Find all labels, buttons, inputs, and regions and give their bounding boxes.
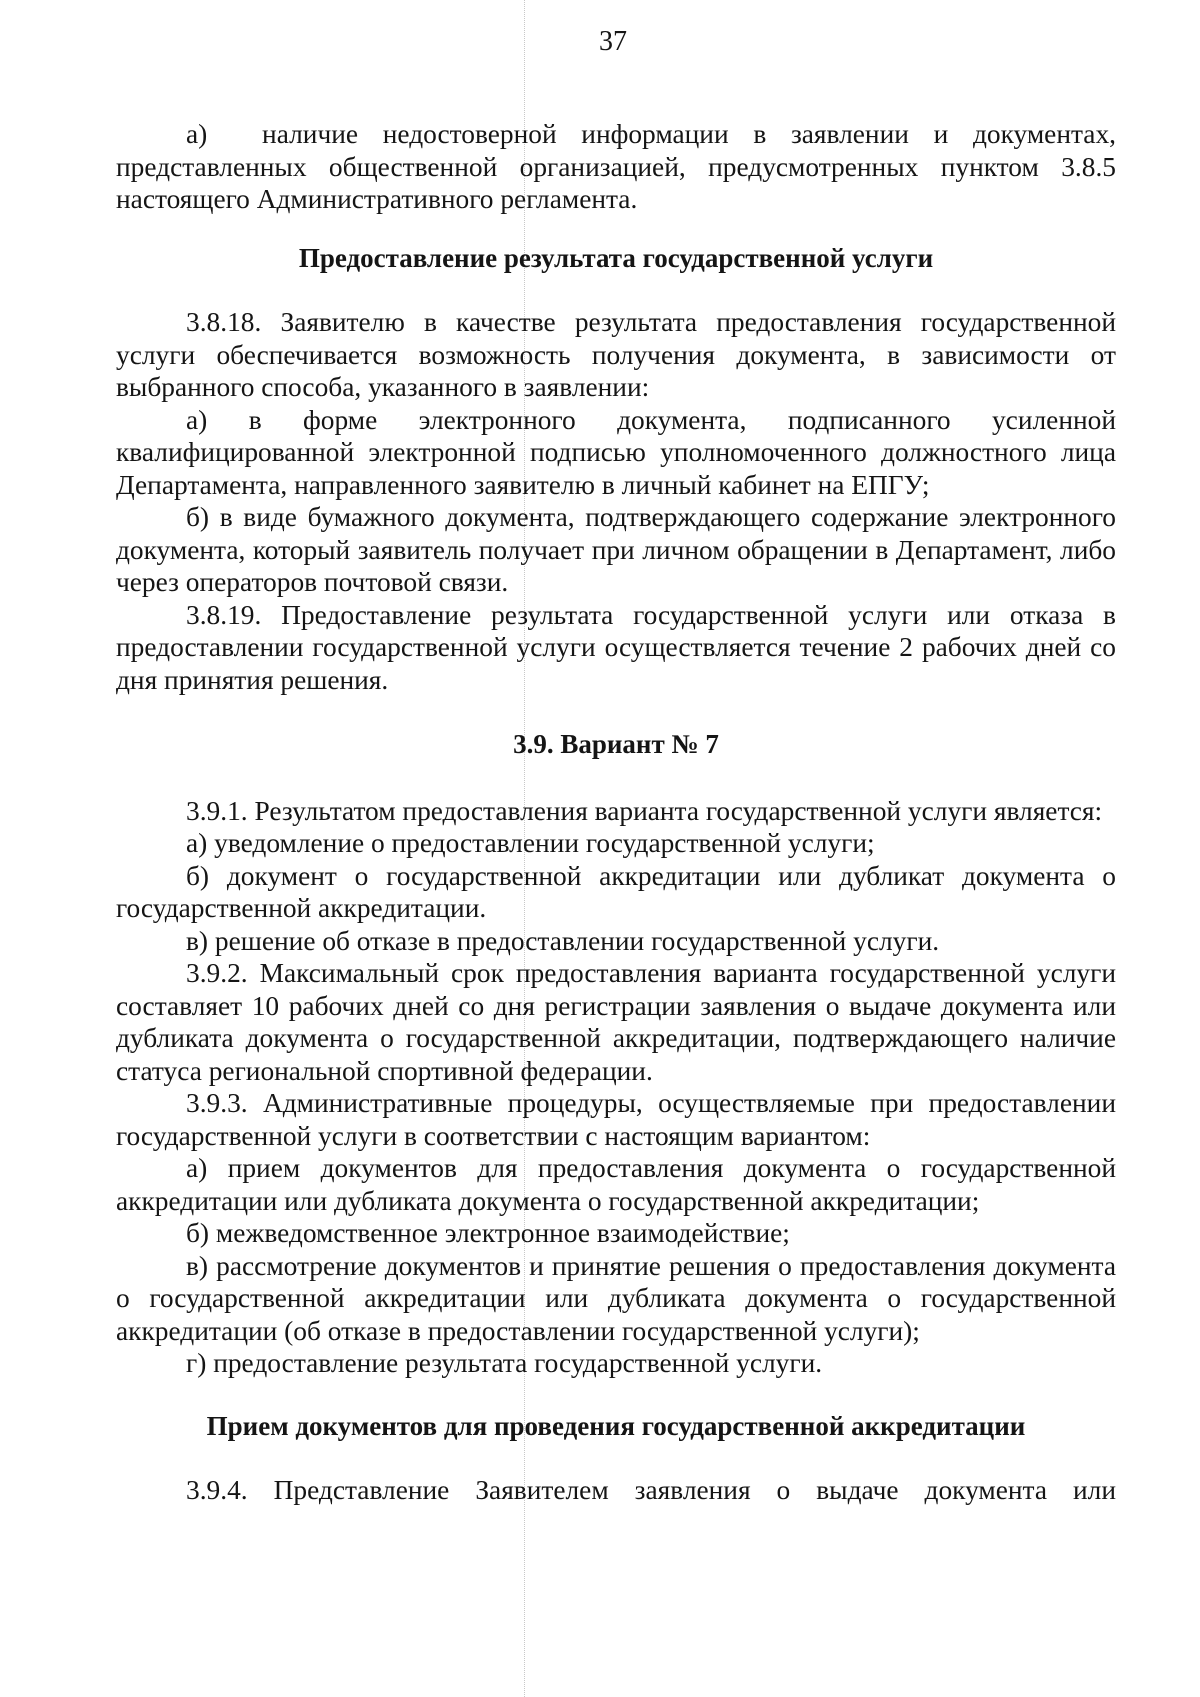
paragraph-3-9-1: 3.9.1. Результатом предоставления варианта государственной услуги является:: [186, 795, 1103, 826]
paragraph-3-8-19: 3.8.19. Предоставление результата государственной услуги или отказа в предоставлении государственной услуги осуществляется течение 2 рабочих дней со дня принятия решения.: [116, 599, 1116, 695]
paragraph-3-9-1-item-b: б) документ о государственной аккредитации или дубликат документа о государственной аккредитации.: [116, 860, 1116, 923]
section-heading-result: Предоставление результата государственной услуги: [298, 242, 934, 273]
paragraph-3-9-3-item-c: в) рассмотрение документов и принятие решения о предоставления документа о государственной аккредитации или дубликата документа о государственной аккредитации (об отказе в предоставлении государственной услуги);: [116, 1250, 1116, 1346]
paragraph-3-9-2: 3.9.2. Максимальный срок предоставления варианта государственной услуги составляет 10 рабочих дней со дня регистрации заявления о выдаче документа или дубликата документа о государственной аккредитации, подтверждающего наличие статуса региональной спортивной федерации.: [116, 958, 1116, 1086]
section-heading-document-intake: Прием документов для проведения государственной аккредитации: [206, 1410, 1026, 1441]
paragraph-3-9-3: 3.9.3. Административные процедуры, осуществляемые при предоставлении государственной услуги в соответствии с настоящим вариантом:: [116, 1088, 1116, 1151]
document-body: [116, 118, 1116, 1507]
page-number: 37: [599, 26, 627, 57]
paragraph-3-9-3-item-b: б) межведомственное электронное взаимодействие;: [186, 1218, 790, 1248]
paragraph-3-9-1-item-c: в) решение об отказе в предоставлении государственной услуги.: [186, 925, 940, 956]
paragraph-3-9-1-item-a: а) уведомление о предоставлении государственной услуги;: [186, 828, 875, 858]
paragraph-3-8-18-item-a: а) в форме электронного документа, подписанного усиленной квалифицированной электронной подписью уполномоченного должностного лица Департамента, направленного заявителю в личный кабинет на ЕПГУ;: [116, 404, 1116, 500]
paragraph-item-a-unreliable-info: а) наличие недостоверной информации в заявлении и документах, представленных общественной организацией, предусмотренных пунктом 3.8.5 настоящего Административного регламента.: [116, 119, 1116, 214]
paragraph-3-9-3-item-a: а) прием документов для предоставления документа о государственной аккредитации или дубликата документа о государственной аккредитации;: [116, 1153, 1116, 1216]
paragraph-3-8-18: 3.8.18. Заявителю в качестве результата предоставления государственной услуги обеспечивается возможность получения документа, в зависимости от выбранного способа, указанного в заявлении:: [116, 307, 1116, 402]
paragraph-3-8-18-item-b: б) в виде бумажного документа, подтверждающего содержание электронного документа, который заявитель получает при личном обращении в Департамент, либо через операторов почтовой связи.: [116, 502, 1116, 597]
paragraph-3-9-3-item-d: г) предоставление результата государственной услуги.: [186, 1348, 823, 1378]
section-heading-variant-7: 3.9. Вариант № 7: [513, 729, 719, 759]
paragraph-3-9-4: 3.9.4. Представление Заявителем заявления о выдаче документа или: [186, 1475, 1116, 1505]
